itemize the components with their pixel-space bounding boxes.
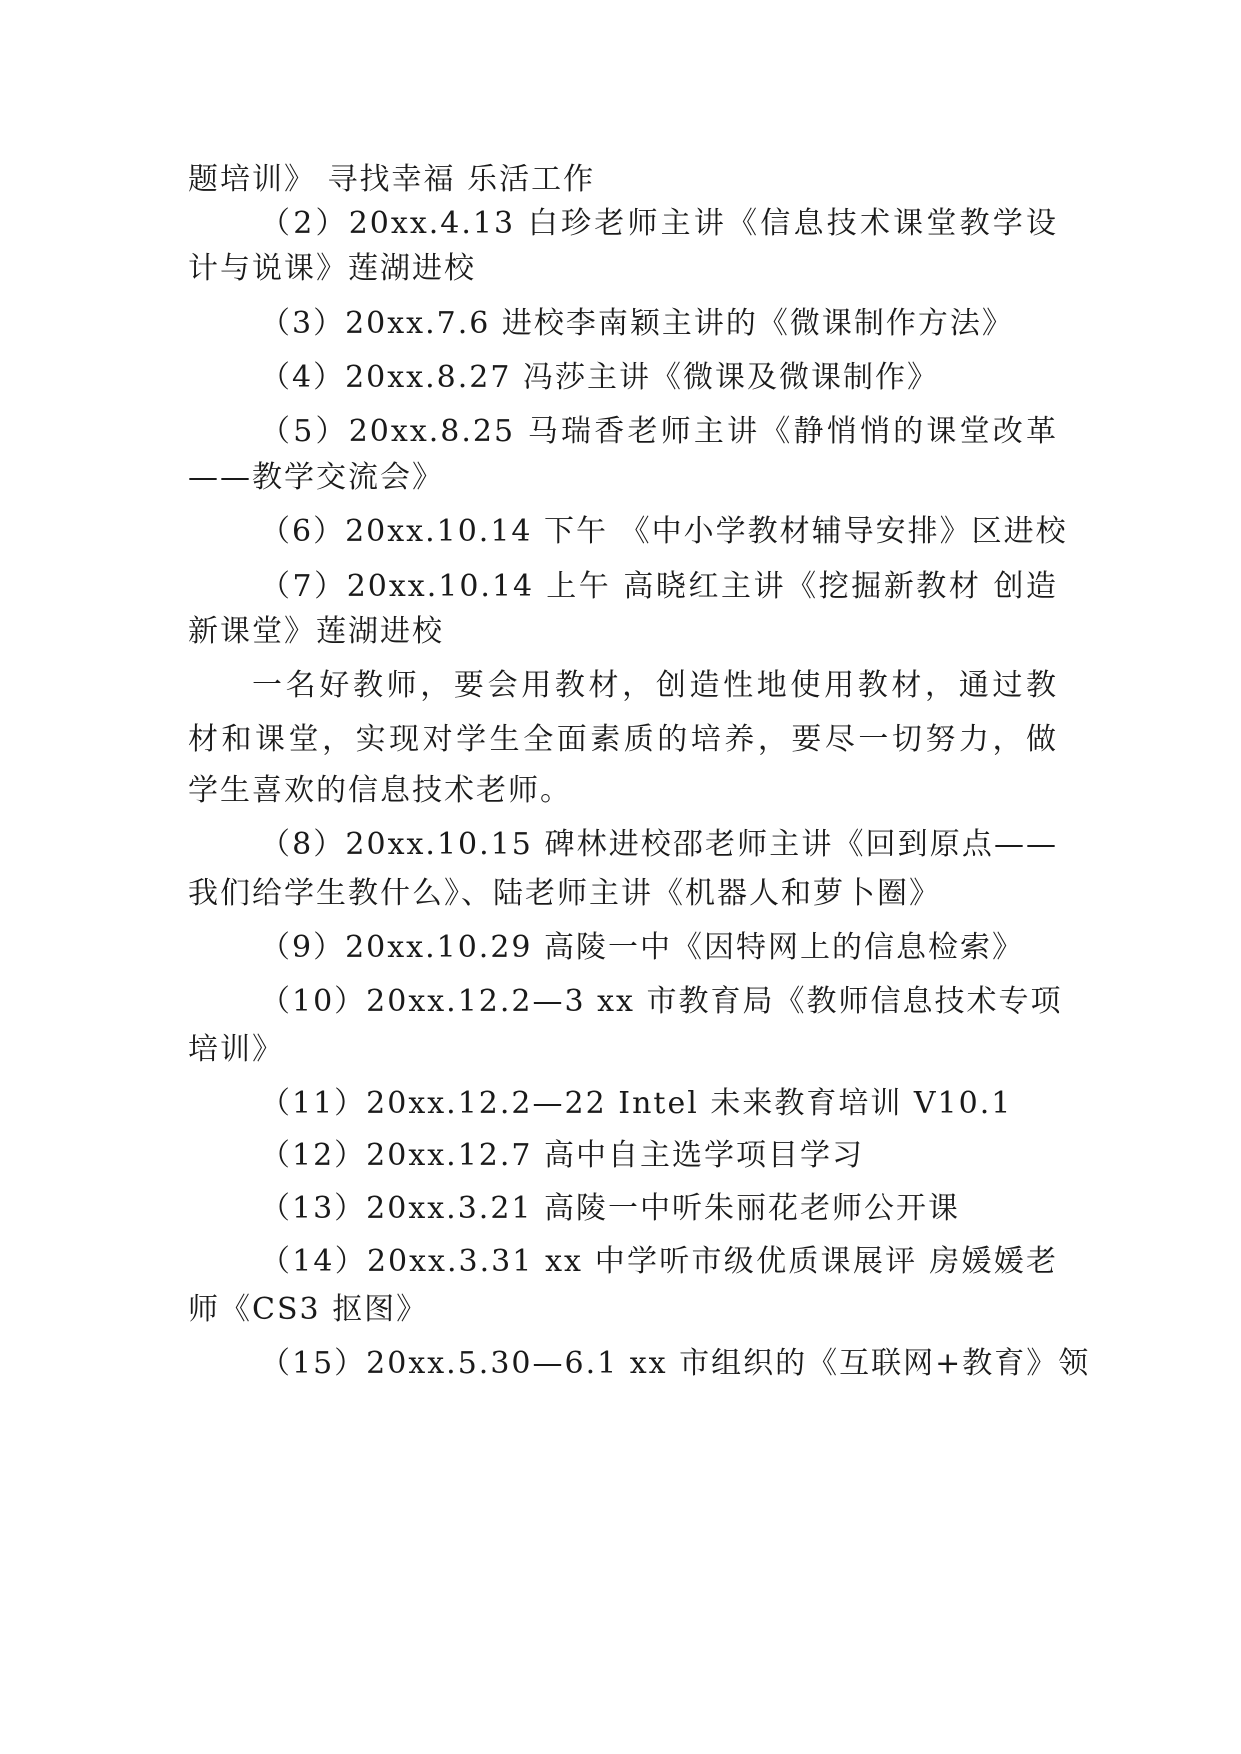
text-line: （7）20xx.10.14 上午 高晓红主讲《挖掘新教材 创造 [260, 569, 1058, 604]
text-line: 题培训》 寻找幸福 乐活工作 [188, 162, 596, 197]
text-line: 材和课堂，实现对学生全面素质的培养，要尽一切努力，做 [188, 722, 1058, 757]
text-line: （10）20xx.12.2—3 xx 市教育局《教师信息技术专项 [260, 984, 1063, 1019]
text-line: （6）20xx.10.14 下午 《中小学教材辅导安排》区进校 [260, 514, 1068, 549]
text-line: 培训》 [188, 1032, 284, 1067]
text-line: 师《CS3 抠图》 [188, 1292, 429, 1327]
text-line: （12）20xx.12.7 高中自主选学项目学习 [260, 1138, 865, 1173]
text-line: （9）20xx.10.29 高陵一中《因特网上的信息检索》 [260, 930, 1025, 965]
text-line: 新课堂》莲湖进校 [188, 614, 444, 649]
text-line: （5）20xx.8.25 马瑞香老师主讲《静悄悄的课堂改革 [260, 414, 1058, 449]
text-line: 计与说课》莲湖进校 [188, 251, 476, 286]
text-line: （14）20xx.3.31 xx 中学听市级优质课展评 房媛媛老 [260, 1244, 1058, 1279]
text-line: 一名好教师，要会用教材，创造性地使用教材，通过教 [252, 668, 1058, 703]
text-line: （2）20xx.4.13 白珍老师主讲《信息技术课堂教学设 [260, 206, 1058, 241]
text-line: （15）20xx.5.30—6.1 xx 市组织的《互联网+教育》领 [260, 1346, 1091, 1381]
text-line: （4）20xx.8.27 冯莎主讲《微课及微课制作》 [260, 360, 939, 395]
text-line: （3）20xx.7.6 进校李南颖主讲的《微课制作方法》 [260, 306, 1014, 341]
text-line: 我们给学生教什么》、陆老师主讲《机器人和萝卜圈》 [188, 876, 941, 911]
text-line: ——教学交流会》 [188, 460, 444, 495]
text-line: （13）20xx.3.21 高陵一中听朱丽花老师公开课 [260, 1191, 961, 1226]
text-line: （8）20xx.10.15 碑林进校邵老师主讲《回到原点—— [260, 827, 1058, 862]
text-line: （11）20xx.12.2—22 Intel 未来教育培训 V10.1 [260, 1086, 1013, 1121]
text-line: 学生喜欢的信息技术老师。 [188, 773, 572, 808]
